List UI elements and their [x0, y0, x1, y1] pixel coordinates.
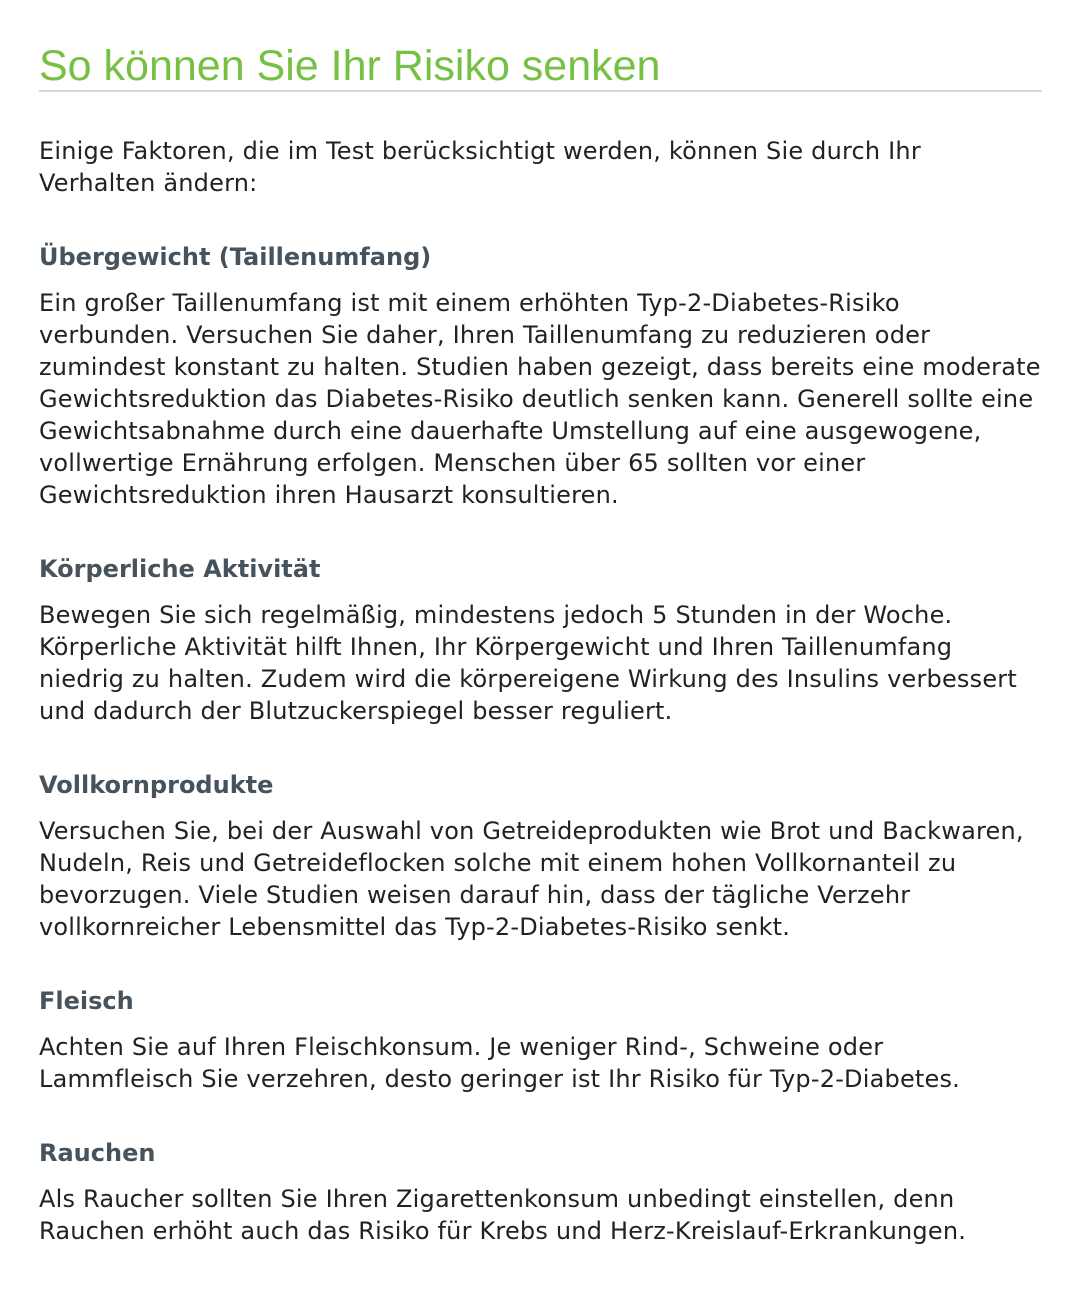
section-text-rauchen: Als Raucher sollten Sie Ihren Zigarettenkonsum unbedingt einstellen, denn Rauchen erhöht auch das Risiko für Krebs und Herz-Kreislauf-Erkrankungen. [39, 1185, 967, 1245]
section-heading-aktivitaet: Körperliche Aktivität [39, 555, 321, 583]
section-text-fleisch: Achten Sie auf Ihren Fleischkonsum. Je weniger Rind-, Schweine oder Lammfleisch Sie verzehren, desto geringer ist Ihr Risiko für Typ-2-Diabetes. [39, 1033, 961, 1093]
section-text-uebergewicht: Ein großer Taillenumfang ist mit einem erhöhten Typ-2-Diabetes-Risiko verbunden. Versuchen Sie daher, Ihren Taillenumfang zu reduzieren oder zumindest konstant zu halten. Studien haben gezeigt, dass bereits eine moderate Gewichtsreduktion das Diabetes-Risiko deutlich senken kann. Generell sollte eine Gewichtsabnahme durch eine dauerhafte Umstellung auf eine ausgewogene, vollwertige Ernährung erfolgen. Menschen über 65 sollten vor einer Gewichtsreduktion ihren Hausarzt konsultieren. [39, 289, 1041, 509]
section-text-aktivitaet: Bewegen Sie sich regelmäßig, mindestens jedoch 5 Stunden in der Woche. Körperliche Aktivität hilft Ihnen, Ihr Körpergewicht und Ihren Taillenumfang niedrig zu halten. Zudem wird die körpereigene Wirkung des Insulins verbessert und dadurch der Blutzuckerspiegel besser reguliert. [39, 601, 1017, 725]
section-text-vollkorn: Versuchen Sie, bei der Auswahl von Getreideprodukten wie Brot und Backwaren, Nudeln, Reis und Getreideflocken solche mit einem hohen Vollkornanteil zu bevorzugen. Viele Studien weisen darauf hin, dass der tägliche Verzehr vollkornreicher Lebensmittel das Typ-2-Diabetes-Risiko senkt. [39, 817, 1024, 941]
section-heading-fleisch: Fleisch [39, 987, 134, 1015]
section-heading-vollkorn: Vollkornprodukte [39, 771, 274, 799]
section-heading-rauchen: Rauchen [39, 1139, 156, 1167]
page-title: So können Sie Ihr Risiko senken [39, 0, 1042, 92]
section-heading-uebergewicht: Übergewicht (Taillenumfang) [39, 243, 432, 271]
article [39, 0, 1042, 1247]
intro-text: Einige Faktoren, die im Test berücksichtigt werden, können Sie durch Ihr Verhalten ändern: [39, 137, 921, 197]
